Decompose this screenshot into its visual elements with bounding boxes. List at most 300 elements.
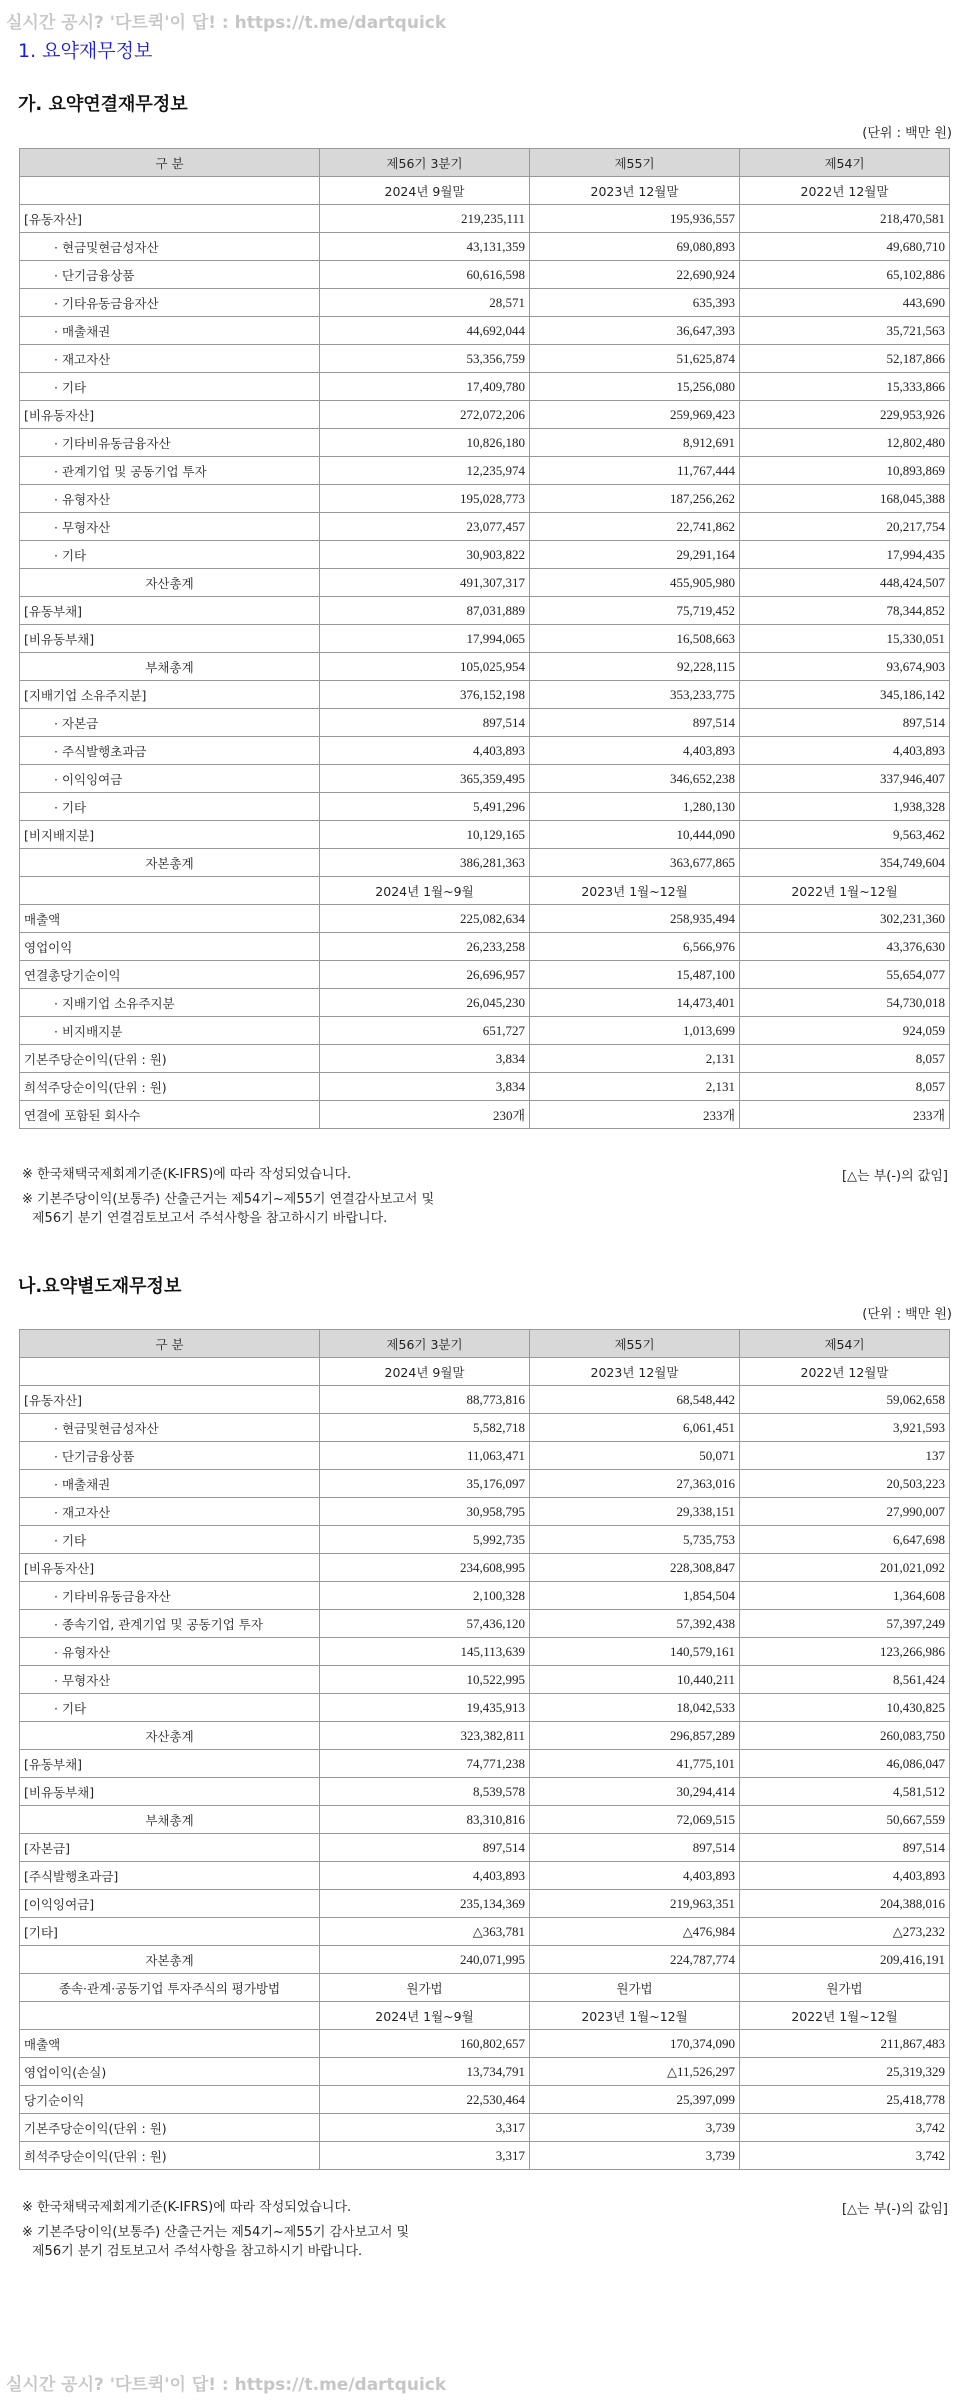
consolidated-table <box>19 148 950 1129</box>
row-label: 당기순이익 <box>20 2086 320 2114</box>
row-value: 8,561,424 <box>740 1666 950 1694</box>
row-value: 26,233,258 <box>320 933 530 961</box>
row-value: 187,256,262 <box>530 485 740 513</box>
row-value: 897,514 <box>320 1834 530 1862</box>
row-label: · 재고자산 <box>20 345 320 373</box>
separate-title: 나.요약별도재무정보 <box>18 1276 182 1297</box>
separate-note-eps-1: ※ 기본주당이익(보통주) 산출근거는 제54기~제55기 감사보고서 및 <box>22 2225 410 2240</box>
table-header-row <box>20 1330 950 1358</box>
row-value: 363,677,865 <box>530 849 740 877</box>
row-label: [비지배지분] <box>20 821 320 849</box>
row-value: 25,319,329 <box>740 2058 950 2086</box>
period-cell: 2023년 12월말 <box>530 1358 740 1386</box>
table-row <box>20 233 950 261</box>
row-value: 12,235,974 <box>320 457 530 485</box>
row-value: 57,392,438 <box>530 1610 740 1638</box>
row-label: · 기타 <box>20 1526 320 1554</box>
row-label: [비유동부채] <box>20 1778 320 1806</box>
row-label: 자산총계 <box>20 1722 320 1750</box>
row-value: 4,403,893 <box>740 1862 950 1890</box>
consolidated-note-eps-2: 제56기 분기 연결검토보고서 주석사항을 참고하시기 바랍니다. <box>32 1211 388 1226</box>
consolidated-note-ifrs: ※ 한국채택국제회계기준(K-IFRS)에 따라 작성되었습니다. <box>22 1167 352 1182</box>
watermark-top: 실시간 공시? '다트퀵'이 답! : https://t.me/dartquick <box>6 13 447 33</box>
row-value: 323,382,811 <box>320 1722 530 1750</box>
table-header-row <box>20 149 950 177</box>
table-row <box>20 653 950 681</box>
row-value: 43,376,630 <box>740 933 950 961</box>
row-value: 219,963,351 <box>530 1890 740 1918</box>
table-row <box>20 289 950 317</box>
row-value: 59,062,658 <box>740 1386 950 1414</box>
row-label: 기본주당순이익(단위 : 원) <box>20 1045 320 1073</box>
table-row <box>20 1101 950 1129</box>
row-value: 219,235,111 <box>320 205 530 233</box>
row-value: 1,364,608 <box>740 1582 950 1610</box>
row-value: 11,063,471 <box>320 1442 530 1470</box>
row-value: 20,503,223 <box>740 1470 950 1498</box>
row-value: 52,187,866 <box>740 345 950 373</box>
row-value: 25,418,778 <box>740 2086 950 2114</box>
table-row <box>20 1610 950 1638</box>
row-value: 229,953,926 <box>740 401 950 429</box>
table-row <box>20 401 950 429</box>
separate-note-ifrs: ※ 한국채택국제회계기준(K-IFRS)에 따라 작성되었습니다. <box>22 2200 352 2215</box>
table-row <box>20 961 950 989</box>
row-value: 345,186,142 <box>740 681 950 709</box>
table-row <box>20 989 950 1017</box>
row-label: · 기타 <box>20 1694 320 1722</box>
row-value: 897,514 <box>740 709 950 737</box>
table-row <box>20 1834 950 1862</box>
row-value: 69,080,893 <box>530 233 740 261</box>
period-cell: 2022년 12월말 <box>740 177 950 205</box>
row-value: 224,787,774 <box>530 1946 740 1974</box>
table-row <box>20 933 950 961</box>
row-label: · 유형자산 <box>20 1638 320 1666</box>
row-value: 10,826,180 <box>320 429 530 457</box>
row-label: [유동자산] <box>20 1386 320 1414</box>
section-title: 1. 요약재무정보 <box>18 40 153 62</box>
row-value: 원가법 <box>320 1974 530 2002</box>
row-value: 218,470,581 <box>740 205 950 233</box>
row-value: 12,802,480 <box>740 429 950 457</box>
row-value: 22,741,862 <box>530 513 740 541</box>
row-value: 168,045,388 <box>740 485 950 513</box>
row-label: · 기타유동금융자산 <box>20 289 320 317</box>
row-value: 455,905,980 <box>530 569 740 597</box>
row-label: · 매출채권 <box>20 1470 320 1498</box>
row-value: 78,344,852 <box>740 597 950 625</box>
row-value: 50,667,559 <box>740 1806 950 1834</box>
row-value: 160,802,657 <box>320 2030 530 2058</box>
row-value: 6,061,451 <box>530 1414 740 1442</box>
row-value: 3,742 <box>740 2142 950 2170</box>
row-value: 105,025,954 <box>320 653 530 681</box>
row-value: 8,057 <box>740 1073 950 1101</box>
table-row <box>20 2030 950 2058</box>
row-value: 234,608,995 <box>320 1554 530 1582</box>
table-row <box>20 1638 950 1666</box>
row-value: 10,440,211 <box>530 1666 740 1694</box>
row-value: 36,647,393 <box>530 317 740 345</box>
row-label: · 이익잉여금 <box>20 765 320 793</box>
table-row <box>20 261 950 289</box>
table-row <box>20 737 950 765</box>
row-value: 353,233,775 <box>530 681 740 709</box>
row-value: 204,388,016 <box>740 1890 950 1918</box>
row-label: · 기타 <box>20 541 320 569</box>
column-header: 제54기 <box>740 1330 950 1358</box>
separate-note-negative: [△는 부(-)의 값임] <box>841 2202 948 2217</box>
row-value: 651,727 <box>320 1017 530 1045</box>
consolidated-note-negative: [△는 부(-)의 값임] <box>841 1169 948 1184</box>
row-value: 8,912,691 <box>530 429 740 457</box>
table-row <box>20 1045 950 1073</box>
row-value: 228,308,847 <box>530 1554 740 1582</box>
row-value: 26,045,230 <box>320 989 530 1017</box>
period-cell: 2024년 1월~9월 <box>320 2002 530 2030</box>
row-value: 3,834 <box>320 1073 530 1101</box>
row-value: 225,082,634 <box>320 905 530 933</box>
row-value: 23,077,457 <box>320 513 530 541</box>
row-value: 2,131 <box>530 1073 740 1101</box>
row-label: · 비지배지분 <box>20 1017 320 1045</box>
row-value: 원가법 <box>530 1974 740 2002</box>
row-label: 희석주당순이익(단위 : 원) <box>20 1073 320 1101</box>
row-label: 영업이익 <box>20 933 320 961</box>
row-value: 72,069,515 <box>530 1806 740 1834</box>
row-value: 296,857,289 <box>530 1722 740 1750</box>
table-row <box>20 457 950 485</box>
consolidated-note-eps-1: ※ 기본주당이익(보통주) 산출근거는 제54기~제55기 연결감사보고서 및 <box>22 1192 435 1207</box>
row-value: 195,936,557 <box>530 205 740 233</box>
row-value: 260,083,750 <box>740 1722 950 1750</box>
row-value: 60,616,598 <box>320 261 530 289</box>
row-value: 10,444,090 <box>530 821 740 849</box>
row-value: 15,256,080 <box>530 373 740 401</box>
row-value: 10,430,825 <box>740 1694 950 1722</box>
row-label: 매출액 <box>20 905 320 933</box>
row-value: 897,514 <box>740 1834 950 1862</box>
row-value: △273,232 <box>740 1918 950 1946</box>
row-value: 10,129,165 <box>320 821 530 849</box>
row-label: [지배기업 소유주지분] <box>20 681 320 709</box>
table-row <box>20 765 950 793</box>
row-label: · 관계기업 및 공동기업 투자 <box>20 457 320 485</box>
row-value: 259,969,423 <box>530 401 740 429</box>
row-value: △476,984 <box>530 1918 740 1946</box>
row-value: 897,514 <box>530 709 740 737</box>
table-row <box>20 205 950 233</box>
row-value: 386,281,363 <box>320 849 530 877</box>
row-value: 2,100,328 <box>320 1582 530 1610</box>
date-row <box>20 1358 950 1386</box>
row-label: · 기타 <box>20 373 320 401</box>
table-row <box>20 1442 950 1470</box>
row-value: 123,266,986 <box>740 1638 950 1666</box>
table-row <box>20 905 950 933</box>
period-row <box>20 877 950 905</box>
date-row <box>20 177 950 205</box>
period-cell: 2023년 1월~12월 <box>530 877 740 905</box>
row-value: 51,625,874 <box>530 345 740 373</box>
table-row <box>20 2058 950 2086</box>
row-label: [자본금] <box>20 1834 320 1862</box>
table-row <box>20 1862 950 1890</box>
row-value: 17,409,780 <box>320 373 530 401</box>
row-value: 65,102,886 <box>740 261 950 289</box>
row-value: 635,393 <box>530 289 740 317</box>
row-value: 35,721,563 <box>740 317 950 345</box>
table-row <box>20 1498 950 1526</box>
table-row <box>20 1470 950 1498</box>
row-value: 87,031,889 <box>320 597 530 625</box>
column-header: 제55기 <box>530 1330 740 1358</box>
row-value: 22,690,924 <box>530 261 740 289</box>
row-value: 1,280,130 <box>530 793 740 821</box>
row-value: 1,938,328 <box>740 793 950 821</box>
row-value: 897,514 <box>320 709 530 737</box>
row-value: 13,734,791 <box>320 2058 530 2086</box>
row-value: 50,071 <box>530 1442 740 1470</box>
row-value: 15,333,866 <box>740 373 950 401</box>
table-row <box>20 373 950 401</box>
row-value: 137 <box>740 1442 950 1470</box>
row-value: 29,338,151 <box>530 1498 740 1526</box>
table-row <box>20 821 950 849</box>
row-value: 14,473,401 <box>530 989 740 1017</box>
table-row <box>20 1582 950 1610</box>
row-value: 3,317 <box>320 2142 530 2170</box>
row-value: 233개 <box>530 1101 740 1129</box>
row-value: 88,773,816 <box>320 1386 530 1414</box>
row-value: 170,374,090 <box>530 2030 740 2058</box>
consolidated-title: 가. 요약연결재무정보 <box>18 94 188 115</box>
blank-cell <box>20 2002 320 2030</box>
row-value: 140,579,161 <box>530 1638 740 1666</box>
row-value: 448,424,507 <box>740 569 950 597</box>
row-value: 4,403,893 <box>530 737 740 765</box>
table-row <box>20 1017 950 1045</box>
row-value: 92,228,115 <box>530 653 740 681</box>
row-value: 75,719,452 <box>530 597 740 625</box>
row-label: · 자본금 <box>20 709 320 737</box>
row-value: 22,530,464 <box>320 2086 530 2114</box>
row-value: 53,356,759 <box>320 345 530 373</box>
row-value: 17,994,435 <box>740 541 950 569</box>
row-value: 11,767,444 <box>530 457 740 485</box>
row-value: 1,013,699 <box>530 1017 740 1045</box>
row-value: 897,514 <box>530 1834 740 1862</box>
row-value: 3,921,593 <box>740 1414 950 1442</box>
row-value: 49,680,710 <box>740 233 950 261</box>
row-label: 자본총계 <box>20 849 320 877</box>
row-value: 258,935,494 <box>530 905 740 933</box>
row-value: 93,674,903 <box>740 653 950 681</box>
row-value: 272,072,206 <box>320 401 530 429</box>
row-value: 44,692,044 <box>320 317 530 345</box>
row-value: 10,893,869 <box>740 457 950 485</box>
table-row <box>20 1666 950 1694</box>
row-label: [비유동자산] <box>20 1554 320 1582</box>
row-value: 376,152,198 <box>320 681 530 709</box>
row-value: 43,131,359 <box>320 233 530 261</box>
table-row <box>20 1722 950 1750</box>
row-value: △11,526,297 <box>530 2058 740 2086</box>
row-value: 5,582,718 <box>320 1414 530 1442</box>
table-row <box>20 1890 950 1918</box>
row-value: 20,217,754 <box>740 513 950 541</box>
period-cell: 2022년 1월~12월 <box>740 877 950 905</box>
blank-cell <box>20 177 320 205</box>
row-value: 1,854,504 <box>530 1582 740 1610</box>
row-value: 4,403,893 <box>320 1862 530 1890</box>
row-value: 201,021,092 <box>740 1554 950 1582</box>
table-row <box>20 1918 950 1946</box>
row-value: 6,647,698 <box>740 1526 950 1554</box>
row-value: 4,581,512 <box>740 1778 950 1806</box>
row-value: 74,771,238 <box>320 1750 530 1778</box>
table-row <box>20 1946 950 1974</box>
table-row <box>20 1073 950 1101</box>
row-label: 종속·관계·공동기업 투자주식의 평가방법 <box>20 1974 320 2002</box>
row-label: · 현금및현금성자산 <box>20 233 320 261</box>
row-value: 28,571 <box>320 289 530 317</box>
row-label: · 기타 <box>20 793 320 821</box>
period-cell: 2024년 9월말 <box>320 177 530 205</box>
column-header: 제56기 3분기 <box>320 149 530 177</box>
row-value: 211,867,483 <box>740 2030 950 2058</box>
row-label: [주식발행초과금] <box>20 1862 320 1890</box>
row-value: 10,522,995 <box>320 1666 530 1694</box>
table-row <box>20 1778 950 1806</box>
row-value: 354,749,604 <box>740 849 950 877</box>
row-value: 491,307,317 <box>320 569 530 597</box>
table-row <box>20 625 950 653</box>
row-value: 27,990,007 <box>740 1498 950 1526</box>
blank-cell <box>20 1358 320 1386</box>
row-label: [비유동자산] <box>20 401 320 429</box>
row-value: 30,958,795 <box>320 1498 530 1526</box>
row-value: 57,436,120 <box>320 1610 530 1638</box>
row-value: 4,403,893 <box>320 737 530 765</box>
table-row <box>20 429 950 457</box>
row-value: 55,654,077 <box>740 961 950 989</box>
table-row <box>20 569 950 597</box>
consolidated-unit: (단위 : 백만 원) <box>862 126 952 141</box>
table-row <box>20 1526 950 1554</box>
row-value: 3,317 <box>320 2114 530 2142</box>
row-label: 연결에 포함된 회사수 <box>20 1101 320 1129</box>
row-value: 30,903,822 <box>320 541 530 569</box>
row-value: 302,231,360 <box>740 905 950 933</box>
row-value: 26,696,957 <box>320 961 530 989</box>
table-row <box>20 2142 950 2170</box>
row-label: 부채총계 <box>20 1806 320 1834</box>
row-value: △363,781 <box>320 1918 530 1946</box>
column-header: 제55기 <box>530 149 740 177</box>
row-value: 54,730,018 <box>740 989 950 1017</box>
row-label: · 단기금융상품 <box>20 1442 320 1470</box>
table-row <box>20 513 950 541</box>
row-value: 924,059 <box>740 1017 950 1045</box>
row-label: [유동부채] <box>20 1750 320 1778</box>
row-label: · 무형자산 <box>20 513 320 541</box>
row-label: · 매출채권 <box>20 317 320 345</box>
column-header: 구 분 <box>20 1330 320 1358</box>
row-value: 5,491,296 <box>320 793 530 821</box>
row-value: 3,739 <box>530 2114 740 2142</box>
table-row <box>20 1554 950 1582</box>
row-value: 346,652,238 <box>530 765 740 793</box>
table-row <box>20 597 950 625</box>
row-label: [유동부채] <box>20 597 320 625</box>
period-cell: 2022년 1월~12월 <box>740 2002 950 2030</box>
row-value: 5,992,735 <box>320 1526 530 1554</box>
row-label: · 재고자산 <box>20 1498 320 1526</box>
table-row <box>20 1414 950 1442</box>
row-value: 4,403,893 <box>740 737 950 765</box>
row-value: 8,539,578 <box>320 1778 530 1806</box>
table-row <box>20 709 950 737</box>
row-value: 195,028,773 <box>320 485 530 513</box>
row-value: 68,548,442 <box>530 1386 740 1414</box>
table-row <box>20 1694 950 1722</box>
row-value: 3,834 <box>320 1045 530 1073</box>
row-label: · 기타비유동금융자산 <box>20 429 320 457</box>
row-label: · 단기금융상품 <box>20 261 320 289</box>
column-header: 구 분 <box>20 149 320 177</box>
row-value: 3,742 <box>740 2114 950 2142</box>
table-row <box>20 793 950 821</box>
row-value: 2,131 <box>530 1045 740 1073</box>
row-value: 8,057 <box>740 1045 950 1073</box>
separate-table <box>19 1329 950 2170</box>
row-value: 46,086,047 <box>740 1750 950 1778</box>
row-value: 230개 <box>320 1101 530 1129</box>
row-value: 57,397,249 <box>740 1610 950 1638</box>
table-row <box>20 485 950 513</box>
table-row <box>20 317 950 345</box>
row-value: 209,416,191 <box>740 1946 950 1974</box>
row-label: [유동자산] <box>20 205 320 233</box>
row-value: 3,739 <box>530 2142 740 2170</box>
row-value: 233개 <box>740 1101 950 1129</box>
row-value: 17,994,065 <box>320 625 530 653</box>
table-row <box>20 1750 950 1778</box>
row-label: · 지배기업 소유주지분 <box>20 989 320 1017</box>
row-value: 6,566,976 <box>530 933 740 961</box>
row-value: 29,291,164 <box>530 541 740 569</box>
table-row <box>20 1974 950 2002</box>
row-label: 자산총계 <box>20 569 320 597</box>
row-value: 235,134,369 <box>320 1890 530 1918</box>
watermark-bottom: 실시간 공시? '다트퀵'이 답! : https://t.me/dartquick <box>6 2375 447 2395</box>
period-cell: 2023년 1월~12월 <box>530 2002 740 2030</box>
separate-note-eps-2: 제56기 분기 검토보고서 주석사항을 참고하시기 바랍니다. <box>32 2244 363 2259</box>
row-value: 원가법 <box>740 1974 950 2002</box>
row-value: 240,071,995 <box>320 1946 530 1974</box>
row-label: · 무형자산 <box>20 1666 320 1694</box>
row-label: 자본총계 <box>20 1946 320 1974</box>
row-value: 27,363,016 <box>530 1470 740 1498</box>
period-cell: 2023년 12월말 <box>530 177 740 205</box>
row-value: 15,330,051 <box>740 625 950 653</box>
row-label: [이익잉여금] <box>20 1890 320 1918</box>
row-label: 부채총계 <box>20 653 320 681</box>
period-cell: 2022년 12월말 <box>740 1358 950 1386</box>
row-value: 365,359,495 <box>320 765 530 793</box>
